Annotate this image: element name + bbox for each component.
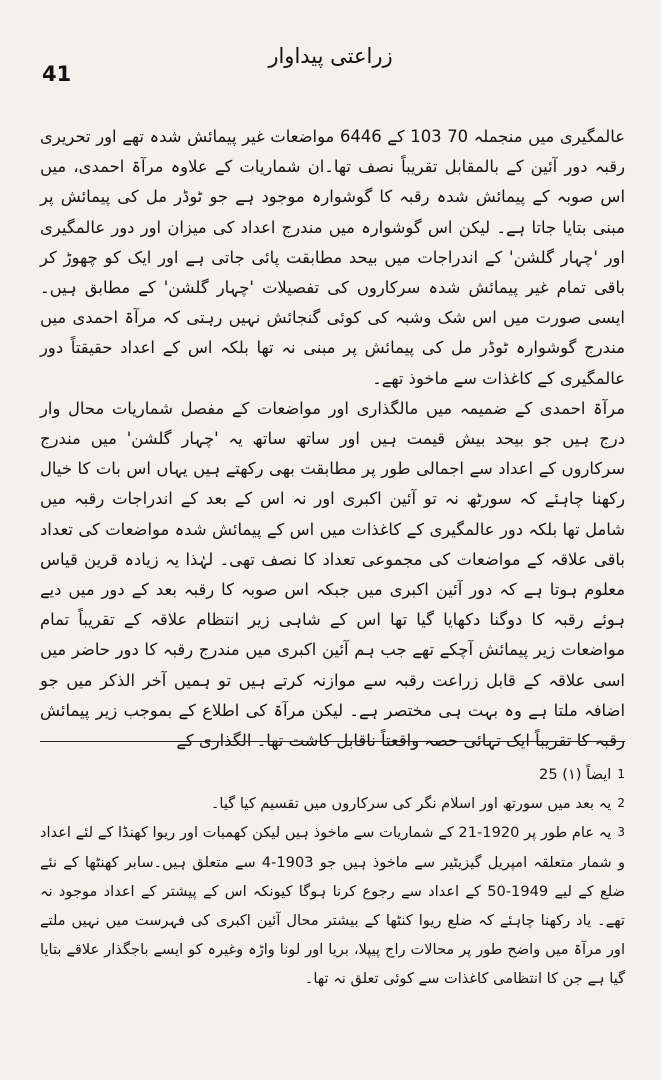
- footnote: [40, 789, 625, 818]
- footnote-text: ایضاً (۱) 25: [539, 766, 612, 783]
- footnote-marker: 3: [617, 825, 625, 840]
- body-text: [40, 122, 625, 756]
- footnote: [40, 818, 625, 993]
- footnote-text: یہ عام طور پر 1920-21 کے شماریات سے ماخوذ ہیں لیکن کھمبات اور ریوا کھنڈا کے لئے اعداد و شمار متعلقہ امپریل گیزیٹیر سے ماخوذ ہیں جو 1903-4 سے متعلق ہیں۔سابر کھنٹھا کے نئے ضلع کے لیے 1949-50 کے اعداد سے رجوع کرنا ہوگا کیونکہ اس کے پیشتر کے اعداد موجود نہ تھے۔ یاد رکھنا چاہئے کہ ضلع ریوا کنٹھا کے بیشتر محال آئین اکبری کی فہرست میں نہیں ملتے اور مرآۃ میں واضح طور پر محالات راج پیپلا، بریا اور لونا واڑہ وغیرہ کو ایسے باجگذار علاقے بتایا گیا ہے جن کا انتظامی کاغذات سے کوئی تعلق نہ تھا۔: [40, 824, 625, 988]
- footnote-marker: 1: [617, 767, 625, 781]
- page-number: 41: [42, 62, 72, 86]
- paragraph: عالمگیری میں منجملہ 70 103 کے 6446 مواضعات غیر پیمائش شدہ تھے اور تحریری رقبہ دور آئین کے بالمقابل تقریباً نصف تھا۔ان شماریات کے علاوہ مرآۃ احمدی، میں اس صوبہ کے پیمائش شدہ رقبہ کا گوشوارہ موجود ہے جو ٹوڈر مل کی پیمائش پر مبنی بتایا جاتا ہے۔ لیکن اس گوشوارہ میں مندرج اعداد کی میزان اور دور عالمگیری اور 'چہار گلشن' کے اندراجات میں بیحد مطابقت پائی جاتی ہے اور ایک کو چھوڑ کر باقی تمام غیر پیمائش شدہ سرکاروں کی تفصیلات 'چہار گلشن' کے مطابق ہیں۔ایسی صورت میں اس شک وشبہ کی کوئی گنجائش نہیں رہتی کہ مرآۃ احمدی میں مندرج گوشوارہ ٹوڈر مل کی پیمائش پر مبنی نہ تھا بلکہ اس کے اعداد حقیقتاً دور عالمگیری کے کاغذات سے ماخوذ تھے۔: [40, 127, 626, 388]
- footnote-divider: [40, 741, 625, 742]
- footnote-text: یہ بعد میں سورتھ اور اسلام نگر کی سرکاروں میں تقسیم کیا گیا۔: [210, 795, 612, 813]
- footnote: [40, 760, 625, 789]
- paragraph: مرآۃ احمدی کے ضمیمہ میں مالگذاری اور مواضعات کے مفصل شماریات محال وار درج ہیں جو بیحد بیش قیمت ہیں اور ساتھ ساتھ یہ 'چہار گلشن' میں مندرج سرکاروں کے اعداد سے اجمالی طور پر مطابقت بھی رکھتے ہیں یہاں اس بات کا خیال رکھنا چاہئے کہ سورٹھ نہ تو آئین اکبری اور نہ اس کے بعد کے اندراجات رقبہ میں شامل تھا بلکہ دور عالمگیری کے کاغذات میں اس کے پیمائش شدہ مواضعات کی تعداد باقی علاقہ کے مواضعات کی مجموعی تعداد کا نصف تھی۔ لہٰذا یہ زیادہ قرین قیاس معلوم ہوتا ہے کہ دور آئین اکبری میں جبکہ اس صوبہ کا رقبہ بعد کے دور میں دیے ہوئے رقبہ کا دوگنا دکھایا گیا تھا اس کے شاہی زیر انتظام علاقہ کے تقریباً تمام مواضعات زیر پیمائش آچکے تھے جب ہم آئین اکبری میں مندرج رقبہ کا دور حاضر میں اسی علاقہ کے قابل زراعت رقبہ سے موازنہ کرتے ہیں تو ہمیں آخر الذکر میں جو اضافہ ملتا ہے وہ بہت ہی مختصر ہے۔ لیکن مرآۃ کی اطلاع کے بموجب زیر پیمائش رقبہ کا تقریباً ایک تہائی حصہ واقعتاً ناقابل کاشت تھا۔ الگذاری کے: [40, 398, 625, 751]
- running-head: زراعتی پیداوار: [268, 44, 393, 68]
- footnote-marker: 2: [617, 796, 625, 811]
- footnotes: [40, 760, 625, 994]
